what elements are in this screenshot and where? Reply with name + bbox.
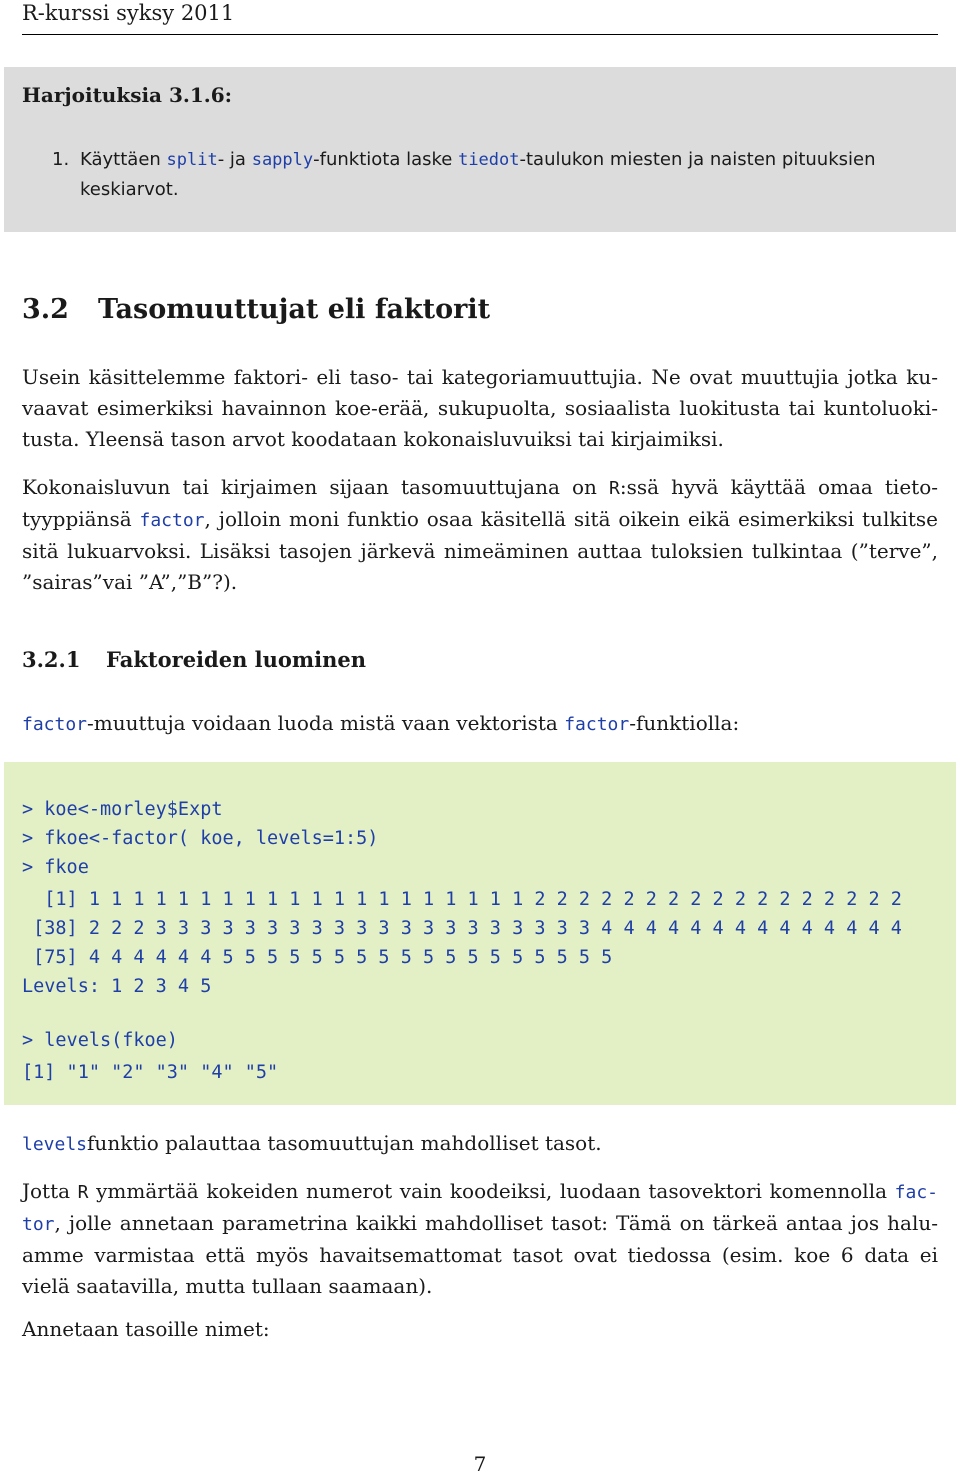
paragraph-codes [22, 1176, 938, 1302]
paragraph-line: amme varmistaa että myös havaitsemattomat tasot ovat tiedossa (esim. koe 6 data ei [22, 1243, 938, 1267]
code-block [4, 762, 956, 1105]
inline-code-sapply: sapply [251, 150, 314, 170]
inline-code-split: split [166, 150, 218, 170]
text-span: , jolle annetaan parametrina kaikki mahdolliset tasot: Tämä on tärkeä antaa jos halu- [54, 1211, 938, 1235]
paragraph-line: vielä saatavilla, mutta tullaan saamaan). [22, 1274, 433, 1298]
text-span: :ssä hyvä käyttää omaa tieto- [619, 475, 939, 499]
exercise-box [4, 67, 956, 232]
exercise-text: -taulukon miesten ja naisten pituuksien [519, 149, 876, 170]
paragraph-line: tusta. Yleensä tason arvot koodataan kokonaisluvuiksi tai kirjaimiksi. [22, 427, 724, 451]
paragraph-line [22, 504, 938, 536]
text-span: tyyppiänsä [22, 507, 140, 531]
paragraph-line [22, 1176, 938, 1208]
code-line: Levels: 1 2 3 4 5 [22, 976, 212, 997]
paragraph-levels [22, 1128, 938, 1160]
text-span: , jolloin moni funktio osaa käsitellä sitä oikein eikä esimerkiksi tulkitse [204, 507, 938, 531]
text-span: Kokonaisluvun tai kirjaimen sijaan tasomuuttujana on [22, 475, 609, 499]
inline-code-factor: factor [22, 714, 88, 735]
paragraph-line [22, 1128, 938, 1160]
exercise-item-continuation: keskiarvot. [80, 179, 179, 200]
paragraph-intro [22, 362, 938, 455]
exercise-title: Harjoituksia 3.1.6: [22, 83, 233, 107]
paragraph-names [22, 1314, 938, 1345]
exercise-item-text [22, 145, 938, 175]
code-line: > levels(fkoe) [22, 1030, 178, 1051]
code-line: > fkoe [22, 857, 89, 878]
exercise-text: -funktiota laske [313, 149, 459, 170]
exercise-text: Käyttäen [80, 149, 167, 170]
header-rule [22, 34, 938, 35]
code-line: [1] "1" "2" "3" "4" "5" [22, 1062, 279, 1083]
paragraph-factor-type [22, 472, 938, 598]
paragraph-line: ”sairas”vai ”A”,”B”?). [22, 570, 238, 594]
text-span: -muuttuja voidaan luoda mistä vaan vektorista [87, 711, 565, 735]
inline-code-factor: factor [139, 510, 205, 531]
text-span: ymmärtää kokeiden numerot vain koodeiksi, luodaan tasovektori komennolla [88, 1179, 895, 1203]
exercise-text: - ja [217, 149, 252, 170]
page-number: 7 [473, 1452, 487, 1476]
text-span: Jotta [22, 1179, 78, 1203]
paragraph-line [22, 1208, 938, 1240]
running-header: R-kurssi syksy 2011 [22, 1, 235, 25]
paragraph-line: vaavat esimerkiksi havainnon koe-erää, sukupuolta, sosiaalista luokitusta tai kuntoluoki- [22, 396, 938, 420]
paragraph-line: sitä lukuarvoksi. Lisäksi tasojen järkevä nimeäminen auttaa tuloksien tulkintaa (”terve”, [22, 539, 938, 563]
inline-code-levels: levels [22, 1134, 88, 1155]
section-title [22, 294, 490, 325]
exercise-item-number: 1. [52, 149, 70, 170]
paragraph-line [22, 472, 938, 504]
code-line: > fkoe<-factor( koe, levels=1:5) [22, 828, 379, 849]
subsection-title-text: Faktoreiden luominen [106, 647, 366, 672]
code-line: [75] 4 4 4 4 4 4 5 5 5 5 5 5 5 5 5 5 5 5 5 5 5 5 5 5 [22, 947, 613, 968]
paragraph-line: Annetaan tasoille nimet: [22, 1317, 270, 1341]
inline-code-tiedot: tiedot [458, 150, 520, 170]
code-line: [38] 2 2 2 3 3 3 3 3 3 3 3 3 3 3 3 3 3 3 3 3 3 3 3 4 4 4 4 4 4 4 4 4 4 4 4 4 4 [22, 918, 902, 939]
section-number: 3.2 [22, 294, 69, 325]
subsection-title [22, 647, 366, 672]
inline-code-r: R [77, 1182, 89, 1203]
subsection-number: 3.2.1 [22, 647, 81, 672]
section-title-text: Tasomuuttujat eli faktorit [98, 294, 491, 325]
text-span: -funktiolla: [629, 711, 740, 735]
inline-code-factor: fac- [894, 1182, 938, 1203]
inline-code-factor: tor [22, 1214, 55, 1235]
inline-code-r: R [608, 478, 620, 499]
paragraph-line [22, 708, 938, 740]
paragraph-factor-create [22, 708, 938, 740]
inline-code-factor: factor [564, 714, 630, 735]
code-line: > koe<-morley$Expt [22, 799, 223, 820]
paragraph-line: Usein käsittelemme faktori- eli taso- tai kategoriamuuttujia. Ne ovat muuttujia jotka ku- [22, 365, 938, 389]
code-line: [1] 1 1 1 1 1 1 1 1 1 1 1 1 1 1 1 1 1 1 1 1 2 2 2 2 2 2 2 2 2 2 2 2 2 2 2 2 2 [22, 889, 902, 910]
text-span: funktio palauttaa tasomuuttujan mahdolliset tasot. [87, 1131, 602, 1155]
exercise-item [22, 145, 938, 204]
